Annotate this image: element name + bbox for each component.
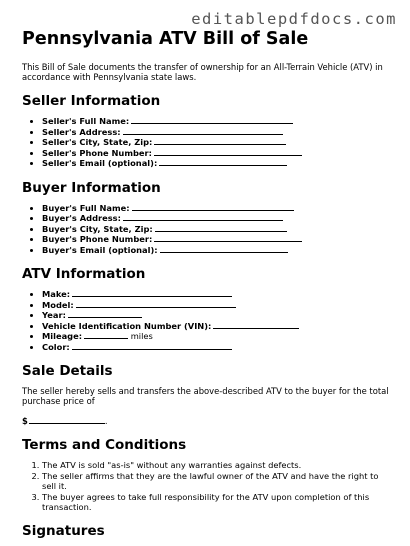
seller-email-item <box>42 158 394 169</box>
field-label: Buyer's Address: <box>42 213 121 223</box>
atv-heading: ATV Information <box>22 266 146 282</box>
price-blank[interactable] <box>29 416 105 424</box>
atv-mileage-item <box>42 331 394 342</box>
atv-year-item <box>42 310 394 321</box>
seller-heading: Seller Information <box>22 93 161 109</box>
atv-vin-blank[interactable] <box>213 321 299 329</box>
seller-phone-item <box>42 148 394 159</box>
field-label: Model: <box>42 299 74 310</box>
field-label: Seller's Full Name: <box>42 116 130 126</box>
watermark-logo: editablepdfdocs.com <box>191 10 397 28</box>
atv-model-blank[interactable] <box>76 300 236 308</box>
atv-vin-item <box>42 321 394 332</box>
terms-heading: Terms and Conditions <box>22 437 187 453</box>
buyer-fields <box>22 203 394 256</box>
field-label: Mileage: <box>42 331 83 341</box>
field-label: Seller's Phone Number: <box>42 147 152 158</box>
price-line <box>22 416 394 426</box>
field-label: Seller's Email (optional): <box>42 158 158 168</box>
seller-address-item <box>42 127 394 138</box>
field-label: Seller's Address: <box>42 126 121 137</box>
document-title: Pennsylvania ATV Bill of Sale <box>22 29 309 49</box>
buyer-address-item <box>42 213 394 224</box>
field-label: Year: <box>42 310 66 320</box>
buyer-full-name-item <box>42 203 394 214</box>
seller-fields <box>22 116 394 169</box>
seller-city-state-zip-item <box>42 137 394 148</box>
atv-mileage-blank[interactable] <box>84 331 128 339</box>
field-label: Buyer's Full Name: <box>42 202 130 213</box>
atv-color-blank[interactable] <box>72 342 232 350</box>
field-label: Seller's City, State, Zip: <box>42 137 153 147</box>
field-label: Buyer's Email (optional): <box>42 244 158 255</box>
buyer-address-blank[interactable] <box>123 213 283 221</box>
buyer-heading: Buyer Information <box>22 179 161 196</box>
intro-paragraph: This Bill of Sale documents the transfer of ownership for an All-Terrain Vehicle (ATV) in accordance with Pennsylvania state laws. <box>22 62 383 82</box>
signatures-heading: Signatures <box>22 523 105 539</box>
buyer-phone-item <box>42 234 394 245</box>
field-label: Vehicle Identification Number (VIN): <box>42 320 212 331</box>
terms-list <box>22 460 394 512</box>
term-item: 3. The buyer agrees to take full responsibility for the ATV upon completion of this transaction. <box>42 492 394 512</box>
atv-model-item <box>42 300 394 311</box>
atv-make-item <box>42 289 394 300</box>
seller-phone-blank[interactable] <box>154 148 302 156</box>
field-label: Color: <box>42 341 70 352</box>
field-label: Buyer's City, State, Zip: <box>42 223 153 234</box>
buyer-phone-blank[interactable] <box>154 234 302 242</box>
buyer-email-item <box>42 245 394 256</box>
term-item: 2. The seller affirms that they are the lawful owner of the ATV and have the right to sell it. <box>42 471 394 491</box>
field-label: Make: <box>42 289 71 299</box>
seller-full-name-blank[interactable] <box>131 116 293 124</box>
seller-email-blank[interactable] <box>159 158 287 166</box>
seller-full-name-item <box>42 116 394 127</box>
sale-paragraph: The seller hereby sells and transfers the above-described ATV to the buyer for the total purchase price of <box>22 386 389 406</box>
buyer-city-state-zip-blank[interactable] <box>155 224 287 232</box>
buyer-full-name-blank[interactable] <box>132 203 294 211</box>
currency-symbol: $ <box>22 416 28 426</box>
seller-address-blank[interactable] <box>123 127 283 135</box>
atv-fields <box>22 289 394 352</box>
mileage-unit: miles <box>130 331 153 341</box>
field-label: Buyer's Phone Number: <box>42 234 153 244</box>
document-page <box>22 28 394 546</box>
term-item: 1. The ATV is sold "as-is" without any warranties against defects. <box>42 460 394 470</box>
seller-city-state-zip-blank[interactable] <box>154 137 286 145</box>
atv-year-blank[interactable] <box>68 310 142 318</box>
sale-heading: Sale Details <box>22 363 113 379</box>
buyer-email-blank[interactable] <box>160 245 288 253</box>
atv-make-blank[interactable] <box>72 289 232 297</box>
price-period: . <box>104 416 108 426</box>
atv-color-item <box>42 342 394 353</box>
buyer-city-state-zip-item <box>42 224 394 235</box>
